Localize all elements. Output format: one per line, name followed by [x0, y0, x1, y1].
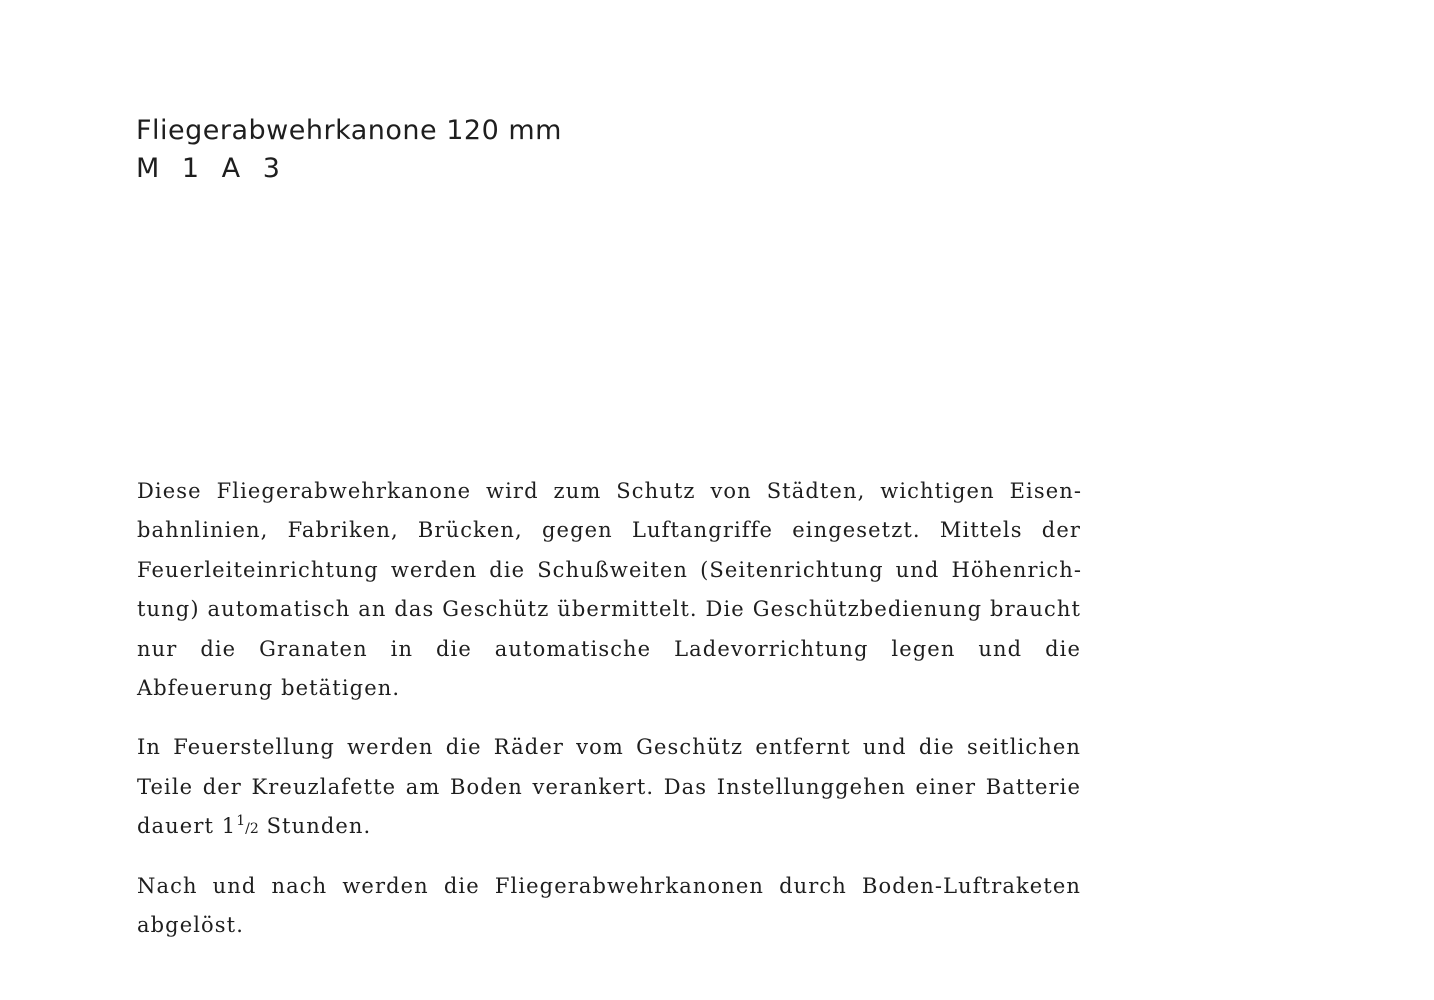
page-title [136, 112, 562, 188]
body-text [137, 472, 1081, 965]
title-line-2: M 1 A 3 [136, 153, 287, 184]
paragraph-1: Diese Fliegerabwehrkanone wird zum Schutz von Städten, wichtigen Eisenbahnlinien, Fabriken, Brücken, gegen Luftangriffe eingesetzt. Mittels der Feuerleiteinrichtung werden die Schußweiten (Seitenrichtung und Höhenrichtung) automatisch an das Geschütz übermittelt. Die Geschützbedienung braucht nur die Granaten in die automatische Ladevorrichtung legen und die Abfeuerung betätigen. [137, 479, 1081, 701]
paragraph-3: Nach und nach werden die Fliegerabwehrkanonen durch Boden-Luftraketen abgelöst. [137, 873, 1081, 938]
title-line-1: Fliegerabwehrkanone 120 mm [136, 115, 562, 146]
paragraph-2 [137, 728, 1081, 846]
paragraph-2-text-end: Stunden. [258, 814, 372, 839]
fraction-denominator: 2 [249, 821, 259, 838]
paragraph-2-text: In Feuerstellung werden die Räder vom Geschütz entfernt und die seitlichen Teile der Kreuzlafette am Boden verankert. Das Instellunggehen einer Batterie dauert 1 [137, 735, 1081, 839]
fraction-numerator: 1 [236, 813, 246, 830]
fraction-separator: / [245, 821, 250, 838]
